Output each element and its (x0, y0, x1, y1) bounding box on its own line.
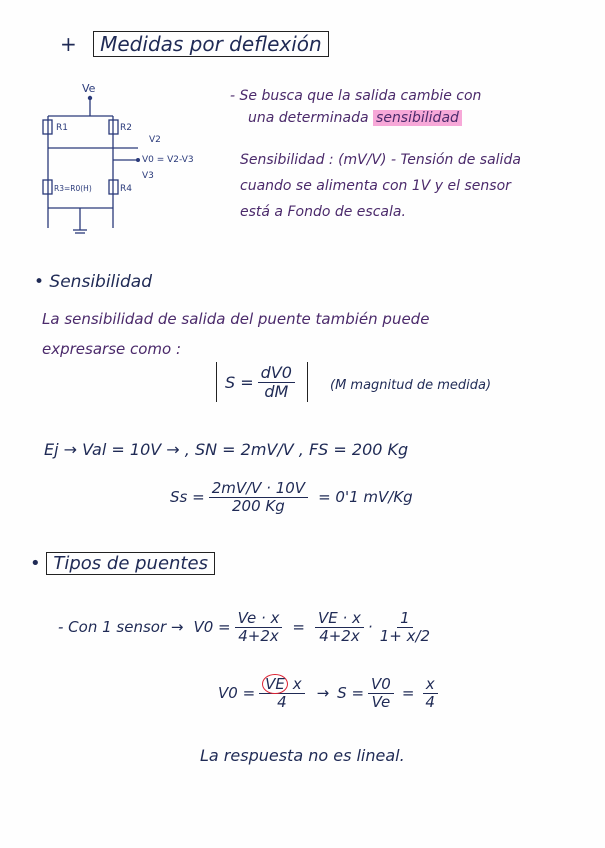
f5-numerator: V0 (368, 676, 394, 694)
con-sensor-text: - Con 1 sensor → (58, 618, 184, 636)
formula-denominator: dM (264, 381, 289, 401)
formula-note: (M magnitud de medida) (330, 378, 492, 393)
f5-denominator: Ve (371, 692, 391, 711)
tipos-row-2 (218, 676, 442, 710)
f1-numerator: Ve · x (235, 610, 283, 628)
f1-equals: = (292, 618, 305, 636)
f5-equals: = (401, 684, 415, 702)
sensitivity-formula (216, 362, 308, 402)
f6-numerator: x (423, 676, 438, 694)
r1-label: R1 (56, 123, 68, 133)
formula-lhs: S = (225, 372, 254, 392)
f1-fraction (235, 610, 283, 644)
ss-fraction (209, 480, 308, 514)
f4-lhs: V0 = (218, 684, 256, 702)
definition-line-1: Sensibilidad : (mV/V) - Tensión de salida (240, 152, 521, 168)
ss-numerator: 2mV/V · 10V (209, 480, 308, 498)
definition-line-2: cuando se alimenta con 1V y el sensor (240, 178, 511, 194)
f4-arrow: → (316, 684, 330, 702)
ve-label: Ve (82, 82, 96, 95)
tipos-heading: Tipos de puentes (46, 552, 215, 575)
f6-denominator: 4 (425, 692, 435, 711)
ve-node (88, 96, 92, 100)
r3-label: R3=R0(H) (54, 184, 92, 193)
f1-denominator: 4+2x (238, 626, 279, 645)
ss-denominator: 200 Kg (232, 496, 285, 515)
f4-fraction (259, 676, 304, 710)
formula-fraction (258, 364, 295, 400)
conclusion: La respuesta no es lineal. (200, 746, 405, 765)
v0-label: V0 = V2-V3 (142, 155, 194, 165)
intro-line-2-text: una determinada (248, 110, 374, 126)
r4-label: R4 (120, 184, 132, 194)
f3-numerator: 1 (397, 610, 413, 628)
title-row (60, 32, 329, 56)
f3-fraction (377, 610, 433, 644)
highlighted-term: sensibilidad (373, 110, 462, 126)
intro-line-1: - Se busca que la salida cambie con (230, 88, 482, 104)
tipos-bullet: • (30, 553, 41, 574)
sensibilidad-line-1: La sensibilidad de salida del puente también puede (42, 310, 430, 328)
f4-x: x (292, 675, 302, 693)
v3-label: V3 (142, 171, 154, 181)
sensibilidad-line-2: expresarse como : (42, 340, 182, 358)
f5-lhs: S = (337, 684, 365, 702)
page-title: Medidas por deflexión (93, 31, 329, 57)
f2-dot: · (367, 618, 373, 636)
tipos-row-1 (58, 610, 437, 644)
title-prefix: + (60, 32, 77, 56)
f4-denominator: 4 (277, 692, 287, 711)
definition-line-3: está a Fondo de escala. (240, 204, 406, 220)
f6-fraction (422, 676, 438, 710)
tipos-heading-row (30, 553, 215, 574)
v2-label: V2 (149, 135, 161, 145)
f3-denominator: 1+ x/2 (379, 626, 431, 645)
example-formula (170, 480, 413, 514)
r2-label: R2 (120, 123, 132, 133)
bridge-circuit-diagram (38, 80, 213, 240)
f4-numerator (259, 676, 304, 694)
f2-fraction (315, 610, 364, 644)
ss-result: = 0'1 mV/Kg (318, 488, 413, 506)
formula-numerator: dV0 (258, 364, 295, 383)
sensibilidad-heading: • Sensibilidad (34, 272, 152, 292)
f1-lhs: V0 = (193, 618, 231, 636)
f2-denominator: 4+2x (319, 626, 360, 645)
intro-line-2 (248, 110, 462, 126)
ss-lhs: Ss = (170, 488, 205, 506)
f2-numerator: VE · x (315, 610, 364, 628)
circled-ve: VE (262, 674, 288, 694)
f5-fraction (368, 676, 394, 710)
example-line: Ej → Val = 10V → , SN = 2mV/V , FS = 200 Kg (44, 440, 409, 459)
